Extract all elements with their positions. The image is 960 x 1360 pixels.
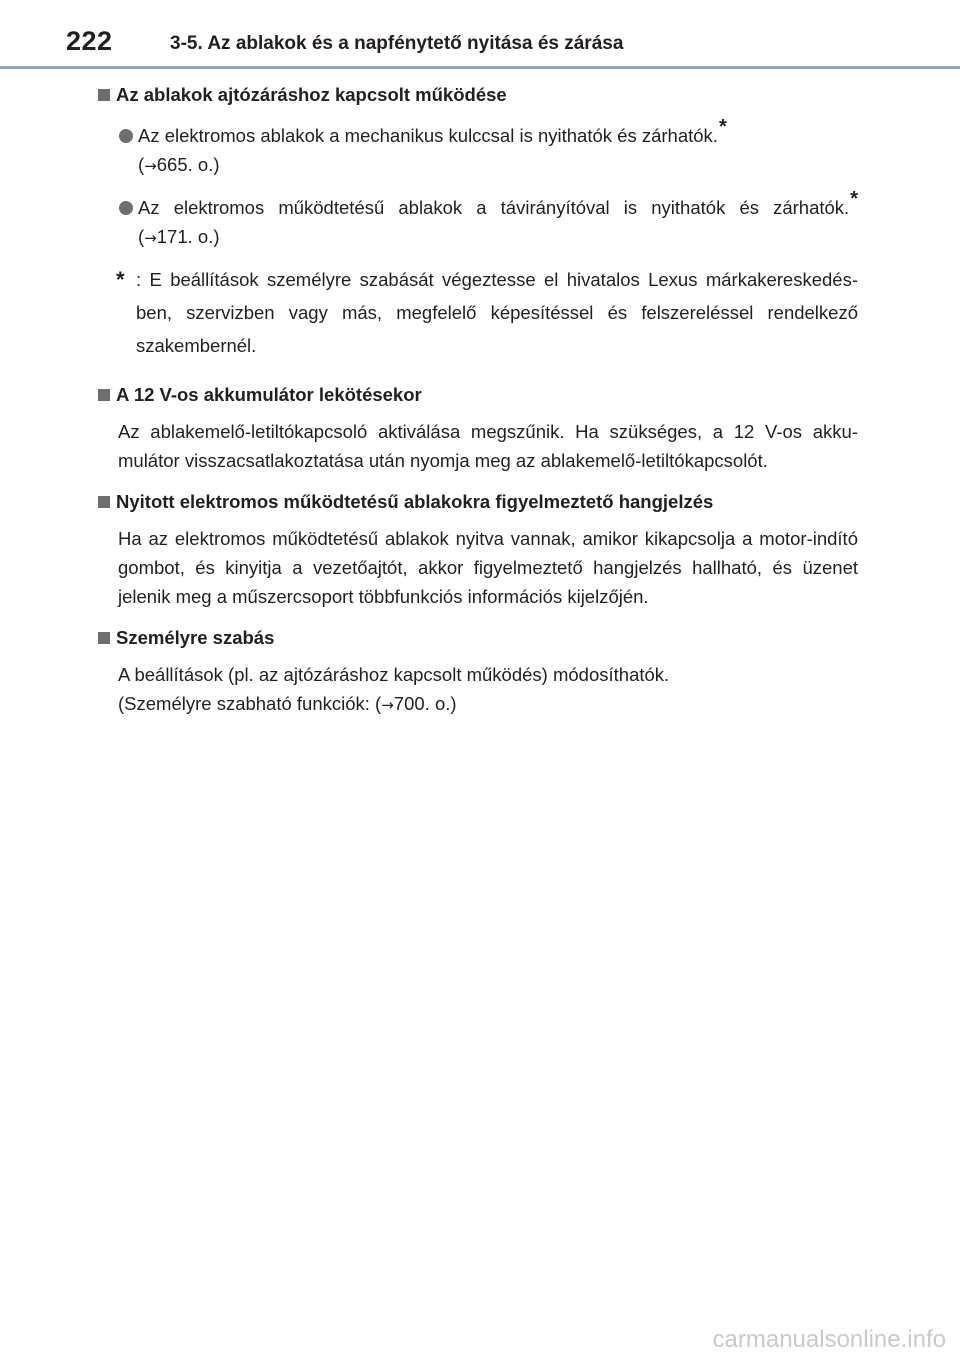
- square-bullet-icon: [98, 389, 110, 401]
- list-item: [98, 188, 858, 253]
- footnote-text: : E beállítások személyre szabását végeztesse el hivatalos Lexus márkakereskedés-ben, szervizben vagy más, megfelelő képesítéssel és felszereléssel rendelkező szakembernél.: [136, 269, 858, 356]
- section-heading: [98, 487, 858, 516]
- page-header: [0, 0, 960, 68]
- section-heading-text: A 12 V-os akkumulátor lekötésekor: [116, 384, 422, 405]
- bullet-text: Az elektromos működtetésű ablakok a távirányítóval is nyithatók és zárhatók.: [138, 197, 850, 218]
- paragraph-text: Ha az elektromos működtetésű ablakok nyitva vannak, amikor kikapcsolja a motor-indító gombot, és kinyitja a vezetőajtót, akkor figyelmeztető hangjelzés hallható, és üzenet jelenik meg a műszercsoport többfunkciós információs kijelzőjén.: [118, 528, 858, 607]
- paragraph-text: Az ablakemelő-letiltókapcsoló aktiválása megszűnik. Ha szükséges, a 12 V-os akku-mulátor visszacsatlakoztatása után nyomja meg az ablakemelő-letiltókapcsolót.: [118, 421, 858, 471]
- section-heading-text: Az ablakok ajtózáráshoz kapcsolt működése: [116, 84, 507, 105]
- bullet-text: Az elektromos ablakok a mechanikus kulccsal is nyithatók és zárhatók.: [138, 125, 718, 146]
- page-number: 222: [66, 26, 113, 56]
- page-reference-text: 171. o.): [156, 226, 220, 247]
- page-reference[interactable]: (→171. o.): [138, 226, 220, 247]
- footnote-star: *: [718, 116, 727, 138]
- square-bullet-icon: [98, 632, 110, 644]
- square-bullet-icon: [98, 496, 110, 508]
- footnote-mark: *: [116, 267, 125, 292]
- page-content: [98, 76, 858, 720]
- paragraph: [98, 524, 858, 611]
- page-reference[interactable]: (→665. o.): [138, 154, 220, 175]
- section-heading: [98, 80, 858, 109]
- round-bullet-icon: [119, 129, 133, 143]
- section-heading: [98, 380, 858, 409]
- watermark: carmanualsonline.info: [712, 1326, 946, 1353]
- footnote: [98, 263, 858, 362]
- round-bullet-icon: [119, 201, 133, 215]
- paragraph-text: A beállítások (pl. az ajtózáráshoz kapcsolt működés) módosíthatók.: [118, 664, 670, 685]
- list-item: [98, 116, 858, 181]
- arrow-right-icon: →: [144, 229, 157, 247]
- page-reference[interactable]: (Személyre szabható funkciók: (→700. o.): [118, 693, 457, 714]
- section-title: 3-5. Az ablakok és a napfénytető nyitása és zárása: [170, 33, 624, 54]
- footnote-star: *: [850, 188, 858, 210]
- section-heading-text: Nyitott elektromos működtetésű ablakokra figyelmeztető hangjelzés: [116, 491, 714, 512]
- page-reference-text: 665. o.): [156, 154, 220, 175]
- arrow-right-icon: →: [381, 696, 394, 714]
- arrow-right-icon: →: [144, 157, 157, 175]
- header-divider: [0, 66, 960, 69]
- square-bullet-icon: [98, 89, 110, 101]
- paragraph: [98, 660, 858, 720]
- section-heading: [98, 623, 858, 652]
- section-heading-text: Személyre szabás: [116, 627, 275, 648]
- paragraph: [98, 417, 858, 475]
